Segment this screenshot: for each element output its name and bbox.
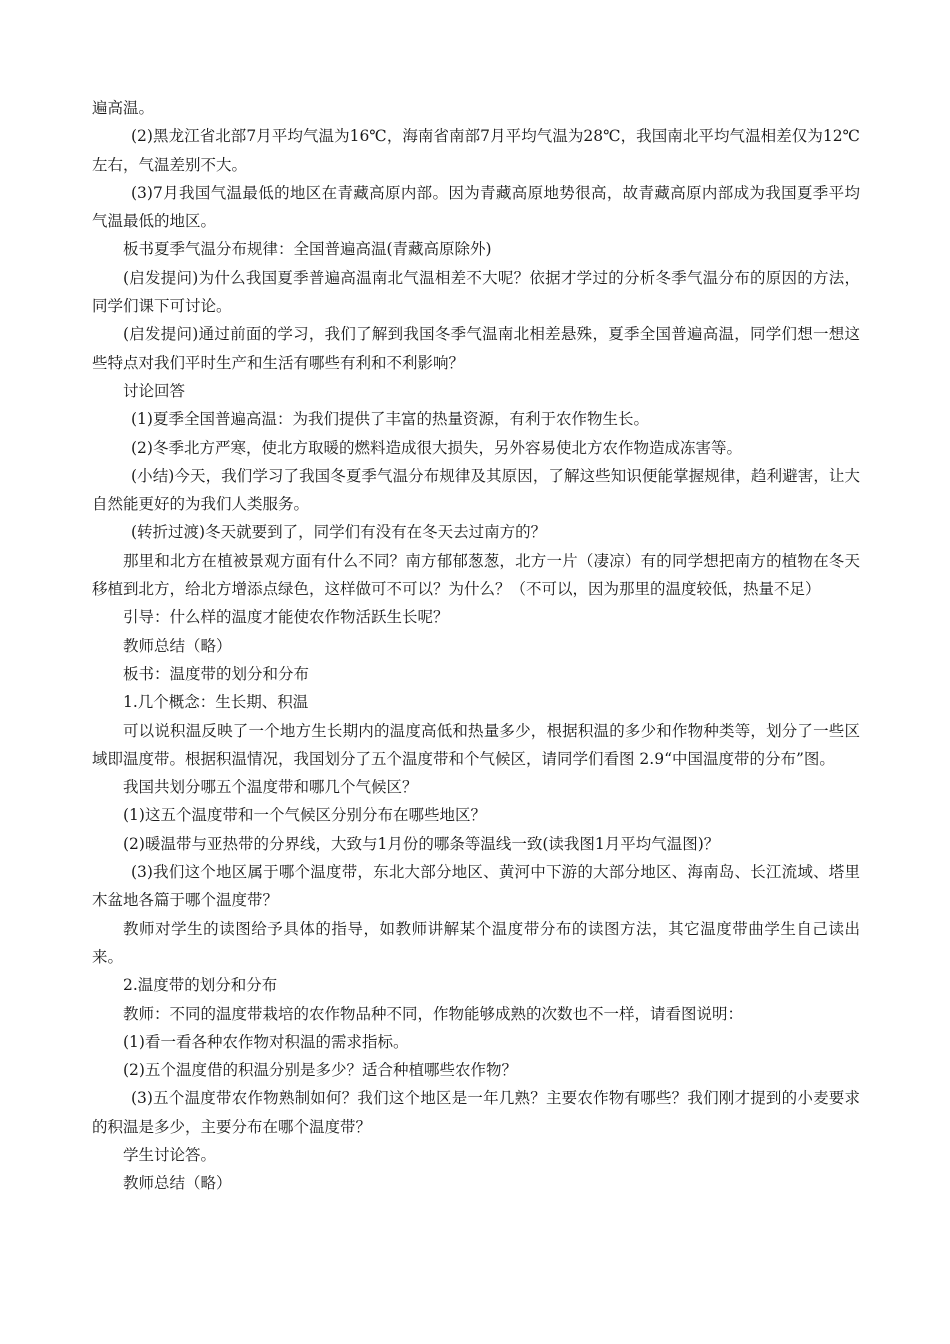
paragraph-24: 教师：不同的温度带栽培的农作物品种不同，作物能够成熟的次数也不一样，请看图说明： [123,1004,744,1023]
document-page [92,94,860,1198]
paragraph-29: 教师总结（略） [123,1174,232,1193]
paragraph-21: (3)我们这个地区属于哪个温度带，东北大部分地区、黄河中下游的大部分地区、海南岛、长江流域、塔里木盆地各篇于哪个温度带？ [92,863,860,910]
paragraph-5: (启发提问)为什么我国夏季普遍高温南北气温相差不大呢？依据才学过的分析冬季气温分布的原因的方法，同学们课下可讨论。 [92,268,860,316]
paragraph-10: (小结)今天，我们学习了我国冬夏季气温分布规律及其原因，了解这些知识便能掌握规律，趋利避害，让大自然能更好的为我们人类服务。 [92,466,860,514]
paragraph-17: 可以说积温反映了一个地方生长期内的温度高低和热量多少，根据积温的多少和作物种类等，划分了一些区域即温度带。根据积温情况，我国划分了五个温度带和个气候区，请同学们看图 2.9“中国温度带的分布”图。 [92,721,860,768]
paragraph-1: 遍高温。 [92,99,155,117]
paragraph-22: 教师对学生的读图给予具体的指导，如教师讲解某个温度带分布的读图方法，其它温度带曲学生自己读出来。 [92,919,860,966]
paragraph-3: (3)7月我国气温最低的地区在青藏高原内部。因为青藏高原地势很高，故青藏高原内部成为我国夏季平均气温最低的地区。 [92,183,860,231]
paragraph-6: (启发提问)通过前面的学习，我们了解到我国冬季气温南北相差悬殊，夏季全国普遍高温，同学们想一想这些特点对我们平时生产和生活有哪些有利和不利影响？ [92,325,860,372]
paragraph-27: (3)五个温度带农作物熟制如何？我们这个地区是一年几熟？主要农作物有哪些？我们刚才提到的小麦要求的积温是多少，主要分布在哪个温度带？ [92,1089,860,1136]
paragraph-4: 板书夏季气温分布规律：全国普遍高温(青藏高原除外) [123,240,492,259]
paragraph-11: (转折过渡)冬天就要到了，同学们有没有在冬天去过南方的？ [131,523,547,542]
paragraph-26: (2)五个温度借的积温分别是多少？适合种植哪些农作物？ [123,1061,517,1080]
paragraph-18: 我国共划分哪五个温度带和哪几个气候区？ [123,778,418,797]
paragraph-2: (2)黑龙江省北部7月平均气温为16℃，海南省南部7月平均气温为28℃，我国南北平均气温相差仅为12℃左右，气温差别不大。 [92,127,860,174]
paragraph-14: 教师总结（略） [123,636,232,655]
paragraph-9: (2)冬季北方严寒，使北方取暖的燃料造成很大损失，另外容易使北方农作物造成冻害等。 [131,438,742,457]
paragraph-23: 2.温度带的划分和分布 [123,976,278,995]
paragraph-7: 讨论回答 [123,381,186,400]
paragraph-20: (2)暖温带与亚热带的分界线，大致与1月份的哪条等温线一致(读我图1月平均气温图)？ [123,834,720,853]
paragraph-15: 板书：温度带的划分和分布 [123,664,310,683]
paragraph-8: (1)夏季全国普遍高温：为我们提供了丰富的热量资源，有利于农作物生长。 [131,410,649,429]
paragraph-19: (1)这五个温度带和一个气候区分别分布在哪些地区？ [123,806,486,825]
paragraph-25: (1)看一看各种农作物对积温的需求指标。 [123,1032,409,1051]
paragraph-16: 1.几个概念：生长期、积温 [123,693,309,712]
paragraph-13: 引导：什么样的温度才能使农作物活跃生长呢？ [123,608,449,627]
paragraph-12: 那里和北方在植被景观方面有什么不同？南方郁郁葱葱，北方一片（凄凉）有的同学想把南方的植物在冬天移植到北方，给北方增添点绿色，这样做可不可以？为什么？（不可以，因为那里的温度较低，热量不足） [92,551,860,599]
paragraph-28: 学生讨论答。 [123,1145,217,1164]
